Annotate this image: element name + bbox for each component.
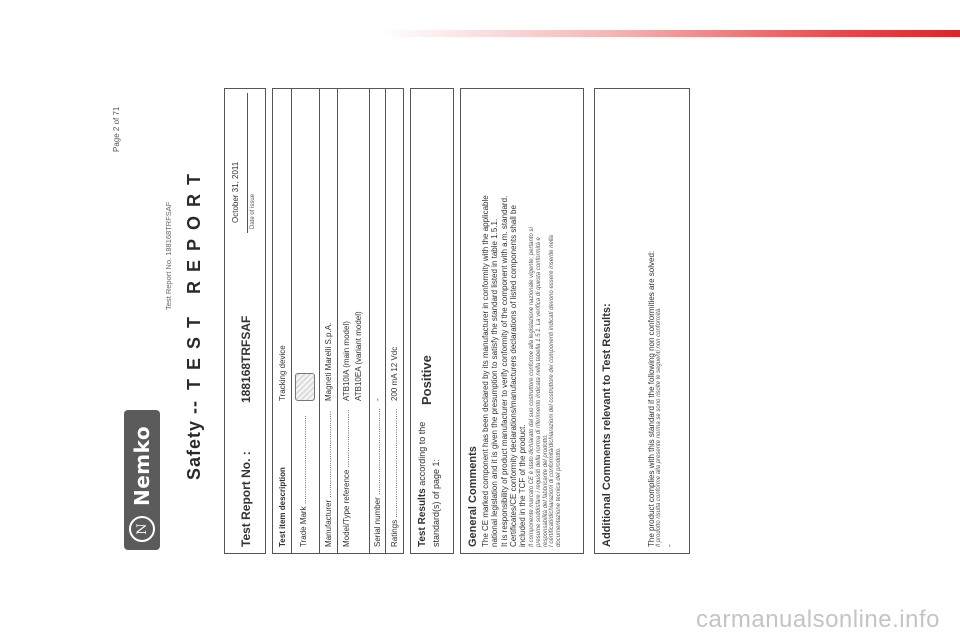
general-comments-italic: presume soddisfare i requisiti della norma di riferimento indicata nella tabella 1.5.1. La verifica di questa conformità e (535, 237, 542, 547)
row-label: Serial number ....................................... (373, 408, 382, 547)
row-divider (291, 89, 292, 553)
nemko-logo-text: Nemko (130, 425, 154, 506)
general-comments-line: It is responsibility of product manufacturer to verify conformity of the component with a.m. standard. (499, 195, 509, 547)
nemko-logo (124, 410, 160, 550)
watermark: carmanualsonline.info (696, 606, 940, 633)
row-label: Model/Type reference .......................... (342, 409, 351, 547)
row-label: Test item description (278, 467, 287, 547)
results-value: Positive (419, 355, 434, 405)
general-comments-italic: Il componente marcato CE è stato dichiarato dal suo costruttore conforme alla legislazione nazionale vigente; pertanto si (528, 227, 535, 547)
page-number: Page 2 of 71 (112, 106, 121, 152)
general-comments-heading: General Comments (467, 446, 479, 547)
row-value-2: ATB10EA (variant model) (354, 311, 363, 401)
row-value: - (373, 398, 382, 401)
row-value: Tracking device (278, 345, 287, 401)
issue-date-caption: Date of issue (250, 193, 256, 229)
rotated-report-page (110, 70, 700, 560)
row-divider (385, 89, 386, 553)
additional-comments-bullet: - (665, 544, 675, 547)
title-prefix: Safety -- (184, 399, 204, 480)
row-value: 200 mA 12 Vdc (390, 346, 399, 401)
general-comments-italic: I certificati/dichiarazioni di conformità/dichiarazioni del costruttore dei componenti indicati devono essere inserite nella (549, 235, 556, 547)
results-label-rest: according to the (417, 421, 427, 486)
page-title (184, 165, 205, 480)
general-comments-line: included in the TCF of the product. (518, 424, 528, 547)
additional-comments-line: The product complies with this standard if the following non conformities are solved: (647, 250, 656, 547)
general-comments-line: Certificates/CE conformity declarations/manufacturers declarations of listed components shall be (509, 205, 519, 547)
additional-comments-box (594, 88, 690, 554)
trade-mark-logo (295, 373, 315, 401)
report-number-box (224, 88, 266, 554)
row-label: Trade Mark ........................................ (299, 415, 308, 547)
additional-comments-italic: Il prodotto risulta conforme alla presente norma se sono risolte le seguenti non conformità. (656, 307, 663, 547)
date-underline (247, 93, 248, 233)
row-value: Magneti Marelli S.p.A. (324, 322, 333, 401)
general-comments-line: The CE marked component has been declared by its manufacturer in conformity with the applicable (481, 195, 490, 547)
row-value: ATB10IA (main model) (342, 321, 351, 401)
general-comments-line: national legislation and it is given the presumption to satisfy the standard listed in table 1.5.1. (490, 218, 500, 547)
header-accent-bar (380, 30, 960, 37)
results-label-bold: Test Results (417, 488, 428, 547)
header-report-ref: Test Report No. 188168TRFSAF (164, 201, 173, 310)
test-item-table (272, 88, 404, 554)
row-divider (369, 89, 370, 553)
results-label-line2: standard(s) of page 1: (431, 458, 441, 547)
general-comments-box (460, 88, 584, 554)
additional-comments-heading: Additional Comments relevant to Test Results: (601, 303, 613, 547)
title-main: TEST REPORT (184, 164, 204, 390)
row-label: Manufacturer ....................................... (324, 410, 333, 547)
nemko-logo-icon: N (129, 516, 155, 542)
row-label: Ratings ................................................. (390, 408, 399, 547)
issue-date: October 31, 2011 (231, 161, 240, 223)
general-comments-italic: responsabilità del fabbricante del prodotto. (542, 433, 549, 547)
row-divider (319, 89, 320, 553)
trade-mark-icon (295, 373, 315, 401)
table-row (278, 467, 287, 547)
row-divider (337, 89, 338, 553)
results-label (417, 422, 428, 547)
general-comments-italic: documentazione tecnica del prodotto. (556, 447, 563, 547)
report-number-value: 188168TRFSAF (239, 315, 253, 403)
test-results-box (410, 88, 454, 554)
report-number-label: Test Report No. : (239, 451, 253, 547)
